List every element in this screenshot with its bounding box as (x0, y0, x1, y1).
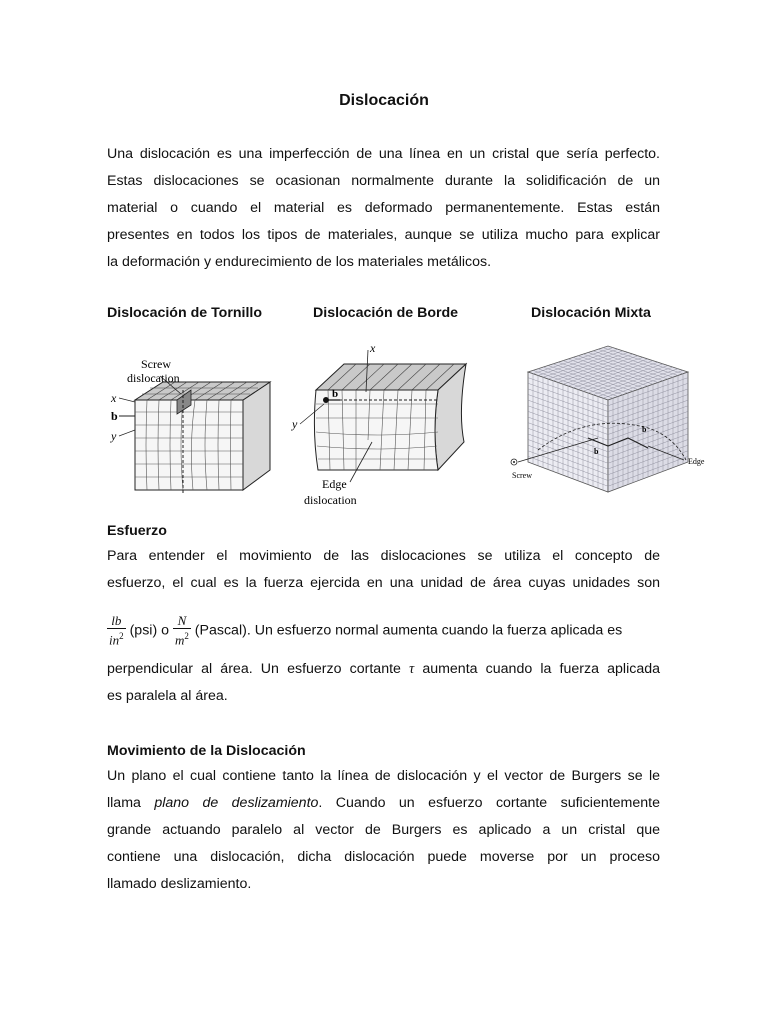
esfuerzo-paragraph-top (107, 543, 660, 597)
intro-line: Estas dislocaciones se ocasionan normalmente durante la solidificación de un (107, 173, 660, 189)
movimiento-line: grande actuando paralelo al vector de Burgers es aplicado a un cristal que (107, 822, 660, 838)
screw-axis-y: y (111, 429, 117, 443)
screw-axis-x: x (111, 391, 117, 405)
psi-text: (psi) o (129, 622, 169, 639)
mixed-heading: Dislocación Mixta (531, 305, 651, 321)
screw-label-2: dislocation (127, 371, 180, 385)
page-title: Dislocación (339, 92, 429, 109)
pascal-fraction (173, 614, 191, 647)
screw-label-1: Screw (141, 357, 171, 371)
pascal-denominator (173, 629, 191, 647)
movimiento-line: llamado deslizamiento. (107, 876, 252, 892)
edge-dislocation-figure (288, 342, 468, 512)
movimiento-line (107, 790, 660, 817)
intro-line: material o cuando el material es deformado permanentemente. Estas están (107, 200, 660, 216)
pascal-text: (Pascal). Un esfuerzo normal aumenta cuando la fuerza aplicada es (194, 622, 623, 639)
edge-heading: Dislocación de Borde (313, 305, 459, 321)
screw-axis-b: b (111, 409, 118, 423)
psi-numerator: lb (107, 614, 126, 629)
mixed-label-screw: Screw (512, 471, 532, 480)
slip-plane-term: plano de deslizamiento (154, 795, 319, 811)
pascal-den-exp: 2 (184, 631, 189, 641)
mixed-label-b2: b (642, 425, 647, 434)
movimiento-line: Un plano el cual contiene tanto la línea de dislocación y el vector de Burgers se le (107, 768, 660, 784)
edge-axis-x: x (370, 342, 376, 355)
esfuerzo-line: esfuerzo, el cual es la fuerza ejercida en una unidad de área cuyas unidades son (107, 575, 660, 591)
esfuerzo-text: perpendicular al área. Un esfuerzo cortante (107, 661, 401, 677)
pascal-numerator: N (173, 614, 191, 629)
movimiento-paragraph (107, 763, 660, 898)
intro-line: presentes en todos los tipos de materiales, aunque se utiliza mucho para explicar (107, 227, 660, 243)
tau-symbol: τ (409, 661, 415, 677)
intro-line: Una dislocación es una imperfección de una línea en un cristal que sería perfecto. (107, 146, 660, 162)
edge-label-1: Edge (322, 477, 347, 491)
intro-paragraph (107, 141, 660, 276)
mixed-dislocation-figure (498, 342, 713, 502)
intro-line: la deformación y endurecimiento de los materiales metálicos. (107, 254, 492, 270)
esfuerzo-line: es paralela al área. (107, 688, 228, 704)
esfuerzo-heading: Esfuerzo (107, 523, 167, 539)
movimiento-text: llama (107, 795, 141, 811)
psi-den-exp: 2 (119, 631, 124, 641)
esfuerzo-text: aumenta cuando la fuerza aplicada (422, 661, 660, 677)
esfuerzo-line (107, 656, 660, 683)
psi-den-base: in (109, 632, 120, 648)
esfuerzo-paragraph-bottom (107, 656, 660, 710)
mixed-label-b1: b (594, 447, 599, 456)
screw-heading: Dislocación de Tornillo (107, 305, 263, 321)
movimiento-text: . Cuando un esfuerzo cortante suficientemente (318, 795, 660, 811)
psi-denominator (107, 629, 126, 647)
psi-fraction (107, 614, 126, 647)
edge-label-2: dislocation (304, 493, 357, 507)
esfuerzo-units-line (107, 614, 660, 647)
edge-axis-y: y (292, 417, 298, 431)
pascal-den-base: m (174, 632, 185, 648)
edge-axis-b: b (332, 388, 339, 400)
movimiento-heading: Movimiento de la Dislocación (107, 743, 306, 759)
movimiento-line: contiene una dislocación, dicha dislocación puede moverse por un proceso (107, 849, 660, 865)
screw-dislocation-figure (105, 350, 275, 500)
mixed-label-edge: Edge (688, 457, 705, 466)
esfuerzo-line: Para entender el movimiento de las dislocaciones se utiliza el concepto de (107, 548, 660, 564)
